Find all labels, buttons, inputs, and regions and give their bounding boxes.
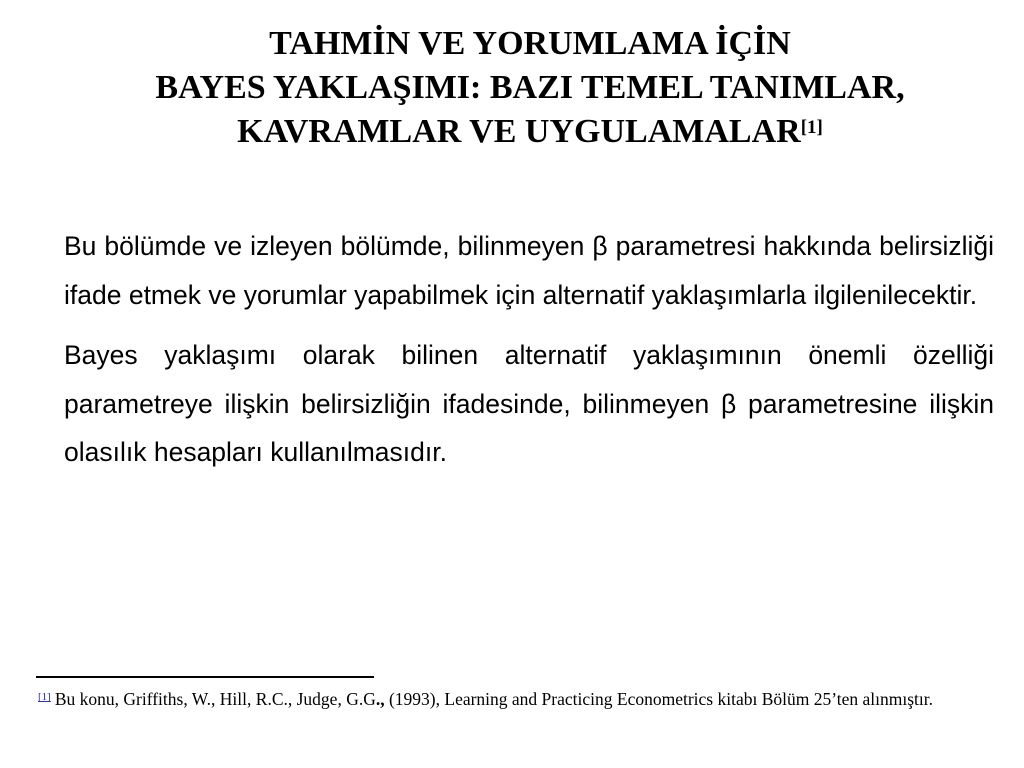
title-line-3: [60, 110, 1000, 154]
title-line-1: TAHMİN VE YORUMLAMA İÇİN: [269, 25, 791, 62]
body-paragraph-1: Bu bölümde ve izleyen bölümde, bilinmeyen β parametresi hakkında belirsizliği ifade etmek ve yorumlar yapabilmek için alternatif yaklaşımlarla ilgilenilecektir.: [64, 231, 994, 310]
footnote: [38, 686, 1008, 712]
footnote-bold-punct: .,: [375, 689, 385, 709]
slide-body: [64, 222, 994, 489]
body-paragraph-2: Bayes yaklaşımı olarak bilinen alternatif yaklaşımının önemli özelliği parametreye ilişkin belirsizliğin ifadesinde, bilinmeyen β parametresine ilişkin olasılık hesapları kullanılmasıdır.: [64, 340, 994, 467]
footnote-reference-link[interactable]: [1]: [38, 691, 51, 703]
footnote-divider: [36, 676, 374, 678]
title-footnote-marker: [1]: [800, 117, 823, 138]
slide-title: [60, 22, 1000, 154]
footnote-text-before: Bu konu, Griffiths, W., Hill, R.C., Judge, G.G: [54, 689, 376, 709]
title-line-2: BAYES YAKLAŞIMI: BAZI TEMEL TANIMLAR,: [155, 69, 905, 106]
footnote-text-after: (1993), Learning and Practicing Econometrics kitabı Bölüm 25’ten alınmıştır.: [384, 689, 933, 709]
title-line-3-text: KAVRAMLAR VE UYGULAMALAR: [237, 113, 801, 150]
